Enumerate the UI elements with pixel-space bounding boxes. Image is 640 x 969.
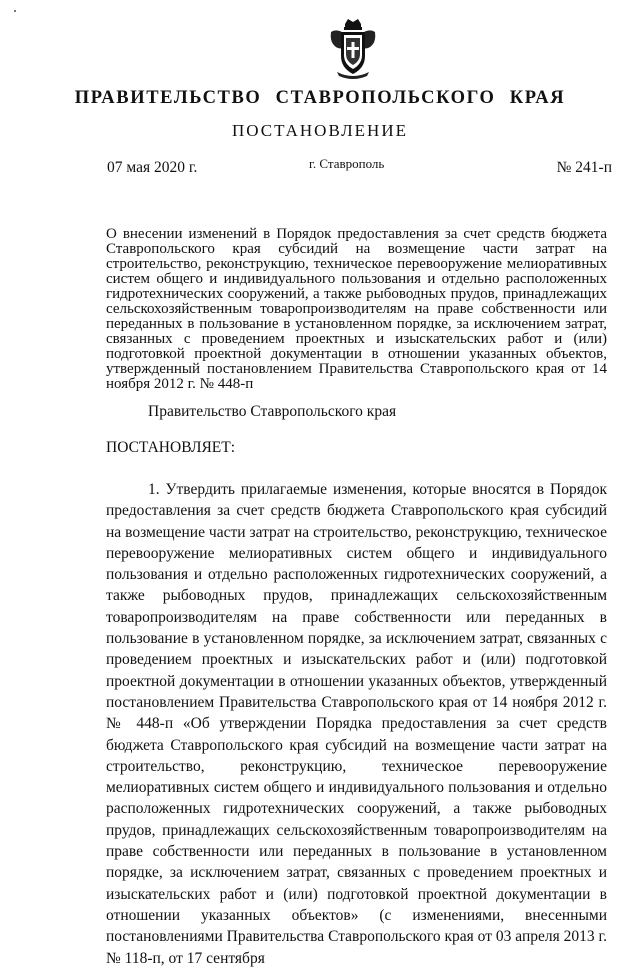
- document-subject: О внесении изменений в Порядок предоставления за счет средств бюджета Ставропольского края субсидий на возмещение части затрат на строительство, реконструкцию, техническое перевооружение мелиоративных систем общего и индивидуального пользования и отдельно расположенных гидротехнических сооружений, а также рыбоводных прудов, принадлежащих сельскохозяйственным товаропроизводителям на праве собственности или переданных в пользование в установленном порядке, за исключением затрат, связанных с проведением проектных и изыскательских работ и (или) подготовкой проектной документации в отношении указанных объектов, утвержденный постановлением Правительства Ставропольского края от 14 ноября 2012 г. № 448-п: [106, 226, 607, 392]
- coat-of-arms-icon: [327, 18, 379, 80]
- scan-speck: [14, 10, 16, 12]
- preamble-decree: ПОСТАНОВЛЯЕТ:: [106, 439, 236, 456]
- document-date: 07 мая 2020 г.: [107, 159, 198, 176]
- document-place: г. Ставрополь: [309, 156, 385, 171]
- body-paragraph-1: 1. Утвердить прилагаемые изменения, которые вносятся в Порядок предоставления за счет средств бюджета Ставропольского края субсидий на возмещение части затрат на строительство, реконструкцию, техническое перевооружение мелиоративных систем общего и индивидуального пользования и отдельно расположенных гидротехнических сооружений, а также рыбоводных прудов, принадлежащих сельскохозяйственным товаропроизводителям на праве собственности или переданных в пользование в установленном порядке, за исключением затрат, связанных с проведением проектных и изыскательских работ и (или) подготовкой проектной документации в отношении указанных объектов, утвержденный постановлением Правительства Ставропольского края от 14 ноября 2012 г. № 448-п «Об утверждении Порядка предоставления за счет средств бюджета Ставропольского края субсидий на возмещение части затрат на строительство, реконструкцию, техническое перевооружение мелиоративных систем общего и индивидуального пользования и отдельно расположенных гидротехнических сооружений, а также рыбоводных прудов, принадлежащих сельскохозяйственным товаропроизводителям на праве собственности или переданных в пользование в установленном порядке, за исключением затрат, связанных с проведением проектных и изыскательских работ и (или) подготовкой проектной документации в отношении указанных объектов» (с изменениями, внесенными постановлениями Правительства Ставропольского края от 03 апреля 2013 г. № 118-п, от 17 сентября: [106, 481, 607, 967]
- document-number: № 241-п: [556, 159, 612, 176]
- preamble-government: Правительство Ставропольского края: [148, 403, 397, 420]
- document-type: ПОСТАНОВЛЕНИЕ: [231, 121, 408, 140]
- organization-title: ПРАВИТЕЛЬСТВО СТАВРОПОЛЬСКОГО КРАЯ: [74, 88, 566, 108]
